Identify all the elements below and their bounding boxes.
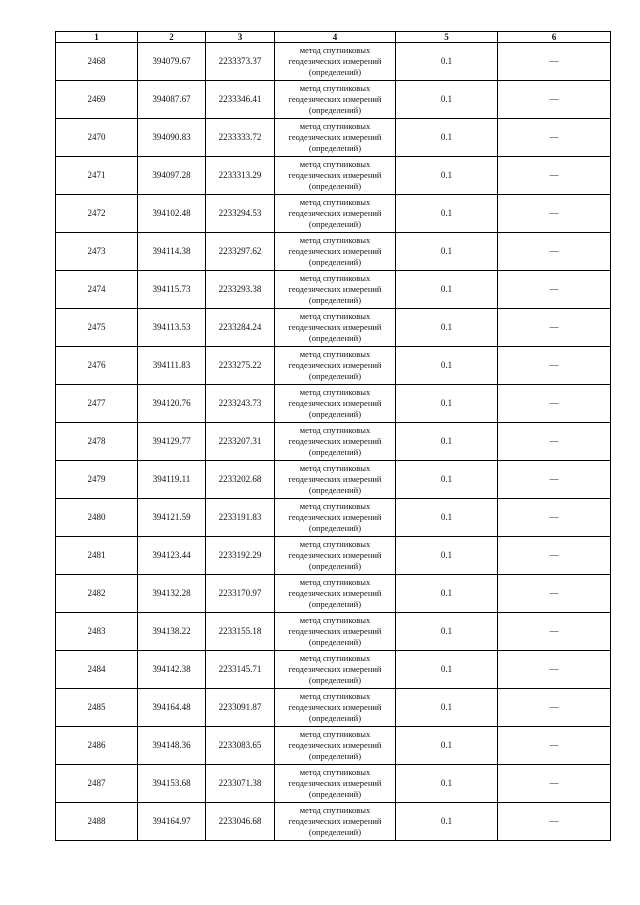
x-coordinate-cell: 394097.28 [138, 157, 206, 195]
method-line: метод спутниковых [299, 83, 371, 93]
y-coordinate-cell: 2233170.97 [206, 575, 275, 613]
x-coordinate-cell: 394111.83 [138, 347, 206, 385]
point-number-cell: 2469 [56, 81, 138, 119]
method-cell [275, 651, 396, 689]
point-number-cell: 2470 [56, 119, 138, 157]
method-line: геодезических измерений [288, 94, 382, 104]
note-cell: — [498, 195, 611, 233]
method-cell [275, 157, 396, 195]
method-line: (определений) [308, 637, 362, 647]
method-line: геодезических измерений [288, 778, 382, 788]
method-cell [275, 43, 396, 81]
point-number-cell: 2487 [56, 765, 138, 803]
method-line: (определений) [308, 409, 362, 419]
table-row [56, 309, 611, 347]
table-row [56, 81, 611, 119]
note-cell: — [498, 651, 611, 689]
method-line: метод спутниковых [299, 577, 371, 587]
accuracy-cell: 0.1 [396, 157, 498, 195]
point-number-cell: 2480 [56, 499, 138, 537]
column-header-2: 2 [138, 32, 206, 43]
method-line: метод спутниковых [299, 539, 371, 549]
accuracy-cell: 0.1 [396, 385, 498, 423]
point-number-cell: 2482 [56, 575, 138, 613]
method-cell [275, 499, 396, 537]
method-line: метод спутниковых [299, 273, 371, 283]
method-line: метод спутниковых [299, 349, 371, 359]
method-line: метод спутниковых [299, 121, 371, 131]
point-number-cell: 2485 [56, 689, 138, 727]
y-coordinate-cell: 2233207.31 [206, 423, 275, 461]
method-line: (определений) [308, 333, 362, 343]
y-coordinate-cell: 2233091.87 [206, 689, 275, 727]
method-line: геодезических измерений [288, 512, 382, 522]
method-line: метод спутниковых [299, 767, 371, 777]
method-line: (определений) [308, 295, 362, 305]
table-row [56, 385, 611, 423]
method-line: метод спутниковых [299, 463, 371, 473]
table-body [56, 43, 611, 841]
point-number-cell: 2484 [56, 651, 138, 689]
y-coordinate-cell: 2233202.68 [206, 461, 275, 499]
note-cell: — [498, 423, 611, 461]
method-line: геодезических измерений [288, 322, 382, 332]
point-number-cell: 2477 [56, 385, 138, 423]
table-row [56, 499, 611, 537]
method-line: (определений) [308, 713, 362, 723]
y-coordinate-cell: 2233275.22 [206, 347, 275, 385]
accuracy-cell: 0.1 [396, 727, 498, 765]
method-line: метод спутниковых [299, 387, 371, 397]
point-number-cell: 2472 [56, 195, 138, 233]
note-cell: — [498, 385, 611, 423]
method-line: метод спутниковых [299, 805, 371, 815]
y-coordinate-cell: 2233294.53 [206, 195, 275, 233]
note-cell: — [498, 727, 611, 765]
method-line: геодезических измерений [288, 246, 382, 256]
method-cell [275, 81, 396, 119]
method-line: метод спутниковых [299, 311, 371, 321]
method-line: геодезических измерений [288, 284, 382, 294]
table-row [56, 195, 611, 233]
method-line: метод спутниковых [299, 615, 371, 625]
method-cell [275, 195, 396, 233]
method-line: геодезических измерений [288, 664, 382, 674]
accuracy-cell: 0.1 [396, 81, 498, 119]
column-header-5: 5 [396, 32, 498, 43]
method-line: геодезических измерений [288, 398, 382, 408]
note-cell: — [498, 43, 611, 81]
method-cell [275, 537, 396, 575]
method-cell [275, 727, 396, 765]
y-coordinate-cell: 2233293.38 [206, 271, 275, 309]
method-line: геодезических измерений [288, 56, 382, 66]
header-row [56, 32, 611, 43]
point-number-cell: 2478 [56, 423, 138, 461]
note-cell: — [498, 157, 611, 195]
method-line: геодезических измерений [288, 626, 382, 636]
method-line: геодезических измерений [288, 170, 382, 180]
method-line: (определений) [308, 485, 362, 495]
y-coordinate-cell: 2233071.38 [206, 765, 275, 803]
accuracy-cell: 0.1 [396, 651, 498, 689]
point-number-cell: 2471 [56, 157, 138, 195]
method-cell [275, 575, 396, 613]
x-coordinate-cell: 394115.73 [138, 271, 206, 309]
table-row [56, 689, 611, 727]
method-line: (определений) [308, 789, 362, 799]
accuracy-cell: 0.1 [396, 689, 498, 727]
table-row [56, 119, 611, 157]
x-coordinate-cell: 394142.38 [138, 651, 206, 689]
note-cell: — [498, 233, 611, 271]
method-line: геодезических измерений [288, 550, 382, 560]
method-line: (определений) [308, 105, 362, 115]
method-line: (определений) [308, 675, 362, 685]
x-coordinate-cell: 394164.97 [138, 803, 206, 841]
note-cell: — [498, 689, 611, 727]
x-coordinate-cell: 394121.59 [138, 499, 206, 537]
method-line: (определений) [308, 371, 362, 381]
point-number-cell: 2486 [56, 727, 138, 765]
x-coordinate-cell: 394114.38 [138, 233, 206, 271]
point-number-cell: 2476 [56, 347, 138, 385]
method-cell [275, 461, 396, 499]
table-row [56, 271, 611, 309]
accuracy-cell: 0.1 [396, 613, 498, 651]
x-coordinate-cell: 394153.68 [138, 765, 206, 803]
note-cell: — [498, 347, 611, 385]
method-line: (определений) [308, 751, 362, 761]
method-cell [275, 613, 396, 651]
x-coordinate-cell: 394164.48 [138, 689, 206, 727]
y-coordinate-cell: 2233145.71 [206, 651, 275, 689]
point-number-cell: 2483 [56, 613, 138, 651]
accuracy-cell: 0.1 [396, 499, 498, 537]
y-coordinate-cell: 2233192.29 [206, 537, 275, 575]
table-row [56, 803, 611, 841]
method-line: геодезических измерений [288, 360, 382, 370]
method-line: геодезических измерений [288, 740, 382, 750]
method-line: метод спутниковых [299, 159, 371, 169]
x-coordinate-cell: 394113.53 [138, 309, 206, 347]
accuracy-cell: 0.1 [396, 575, 498, 613]
y-coordinate-cell: 2233373.37 [206, 43, 275, 81]
method-cell [275, 423, 396, 461]
x-coordinate-cell: 394129.77 [138, 423, 206, 461]
point-number-cell: 2474 [56, 271, 138, 309]
note-cell: — [498, 461, 611, 499]
coordinates-table [55, 31, 611, 841]
accuracy-cell: 0.1 [396, 347, 498, 385]
method-line: метод спутниковых [299, 691, 371, 701]
method-line: метод спутниковых [299, 501, 371, 511]
x-coordinate-cell: 394132.28 [138, 575, 206, 613]
note-cell: — [498, 309, 611, 347]
method-line: геодезических измерений [288, 816, 382, 826]
point-number-cell: 2481 [56, 537, 138, 575]
method-line: метод спутниковых [299, 235, 371, 245]
method-cell [275, 765, 396, 803]
y-coordinate-cell: 2233313.29 [206, 157, 275, 195]
method-cell [275, 803, 396, 841]
method-cell [275, 385, 396, 423]
y-coordinate-cell: 2233346.41 [206, 81, 275, 119]
x-coordinate-cell: 394102.48 [138, 195, 206, 233]
y-coordinate-cell: 2233284.24 [206, 309, 275, 347]
x-coordinate-cell: 394148.36 [138, 727, 206, 765]
y-coordinate-cell: 2233333.72 [206, 119, 275, 157]
note-cell: — [498, 575, 611, 613]
method-line: геодезических измерений [288, 702, 382, 712]
method-line: (определений) [308, 599, 362, 609]
x-coordinate-cell: 394087.67 [138, 81, 206, 119]
column-header-4: 4 [275, 32, 396, 43]
point-number-cell: 2475 [56, 309, 138, 347]
table-row [56, 43, 611, 81]
note-cell: — [498, 613, 611, 651]
table-row [56, 727, 611, 765]
note-cell: — [498, 119, 611, 157]
point-number-cell: 2473 [56, 233, 138, 271]
method-line: (определений) [308, 219, 362, 229]
note-cell: — [498, 803, 611, 841]
y-coordinate-cell: 2233243.73 [206, 385, 275, 423]
method-cell [275, 119, 396, 157]
table-row [56, 157, 611, 195]
accuracy-cell: 0.1 [396, 803, 498, 841]
accuracy-cell: 0.1 [396, 537, 498, 575]
table-row [56, 461, 611, 499]
table-row [56, 651, 611, 689]
accuracy-cell: 0.1 [396, 423, 498, 461]
method-line: (определений) [308, 523, 362, 533]
x-coordinate-cell: 394079.67 [138, 43, 206, 81]
method-line: (определений) [308, 257, 362, 267]
table-row [56, 537, 611, 575]
accuracy-cell: 0.1 [396, 43, 498, 81]
table-row [56, 575, 611, 613]
method-line: (определений) [308, 67, 362, 77]
method-line: (определений) [308, 181, 362, 191]
table-row [56, 423, 611, 461]
note-cell: — [498, 765, 611, 803]
x-coordinate-cell: 394119.11 [138, 461, 206, 499]
method-line: (определений) [308, 561, 362, 571]
table-row [56, 347, 611, 385]
accuracy-cell: 0.1 [396, 119, 498, 157]
method-cell [275, 309, 396, 347]
note-cell: — [498, 499, 611, 537]
method-cell [275, 271, 396, 309]
y-coordinate-cell: 2233191.83 [206, 499, 275, 537]
x-coordinate-cell: 394138.22 [138, 613, 206, 651]
column-header-1: 1 [56, 32, 138, 43]
x-coordinate-cell: 394123.44 [138, 537, 206, 575]
method-line: метод спутниковых [299, 729, 371, 739]
table-row [56, 765, 611, 803]
table-row [56, 233, 611, 271]
method-line: геодезических измерений [288, 474, 382, 484]
method-line: метод спутниковых [299, 45, 371, 55]
accuracy-cell: 0.1 [396, 765, 498, 803]
accuracy-cell: 0.1 [396, 461, 498, 499]
note-cell: — [498, 537, 611, 575]
method-line: метод спутниковых [299, 653, 371, 663]
note-cell: — [498, 81, 611, 119]
x-coordinate-cell: 394120.76 [138, 385, 206, 423]
accuracy-cell: 0.1 [396, 271, 498, 309]
method-cell [275, 347, 396, 385]
method-line: геодезических измерений [288, 436, 382, 446]
x-coordinate-cell: 394090.83 [138, 119, 206, 157]
table-header [56, 32, 611, 43]
method-line: (определений) [308, 827, 362, 837]
method-line: (определений) [308, 447, 362, 457]
accuracy-cell: 0.1 [396, 195, 498, 233]
method-line: геодезических измерений [288, 132, 382, 142]
point-number-cell: 2479 [56, 461, 138, 499]
method-line: (определений) [308, 143, 362, 153]
method-line: метод спутниковых [299, 197, 371, 207]
y-coordinate-cell: 2233083.65 [206, 727, 275, 765]
y-coordinate-cell: 2233155.18 [206, 613, 275, 651]
column-header-3: 3 [206, 32, 275, 43]
method-line: геодезических измерений [288, 588, 382, 598]
y-coordinate-cell: 2233046.68 [206, 803, 275, 841]
point-number-cell: 2468 [56, 43, 138, 81]
accuracy-cell: 0.1 [396, 309, 498, 347]
note-cell: — [498, 271, 611, 309]
method-line: метод спутниковых [299, 425, 371, 435]
method-line: геодезических измерений [288, 208, 382, 218]
accuracy-cell: 0.1 [396, 233, 498, 271]
method-cell [275, 233, 396, 271]
point-number-cell: 2488 [56, 803, 138, 841]
method-cell [275, 689, 396, 727]
table-row [56, 613, 611, 651]
y-coordinate-cell: 2233297.62 [206, 233, 275, 271]
column-header-6: 6 [498, 32, 611, 43]
